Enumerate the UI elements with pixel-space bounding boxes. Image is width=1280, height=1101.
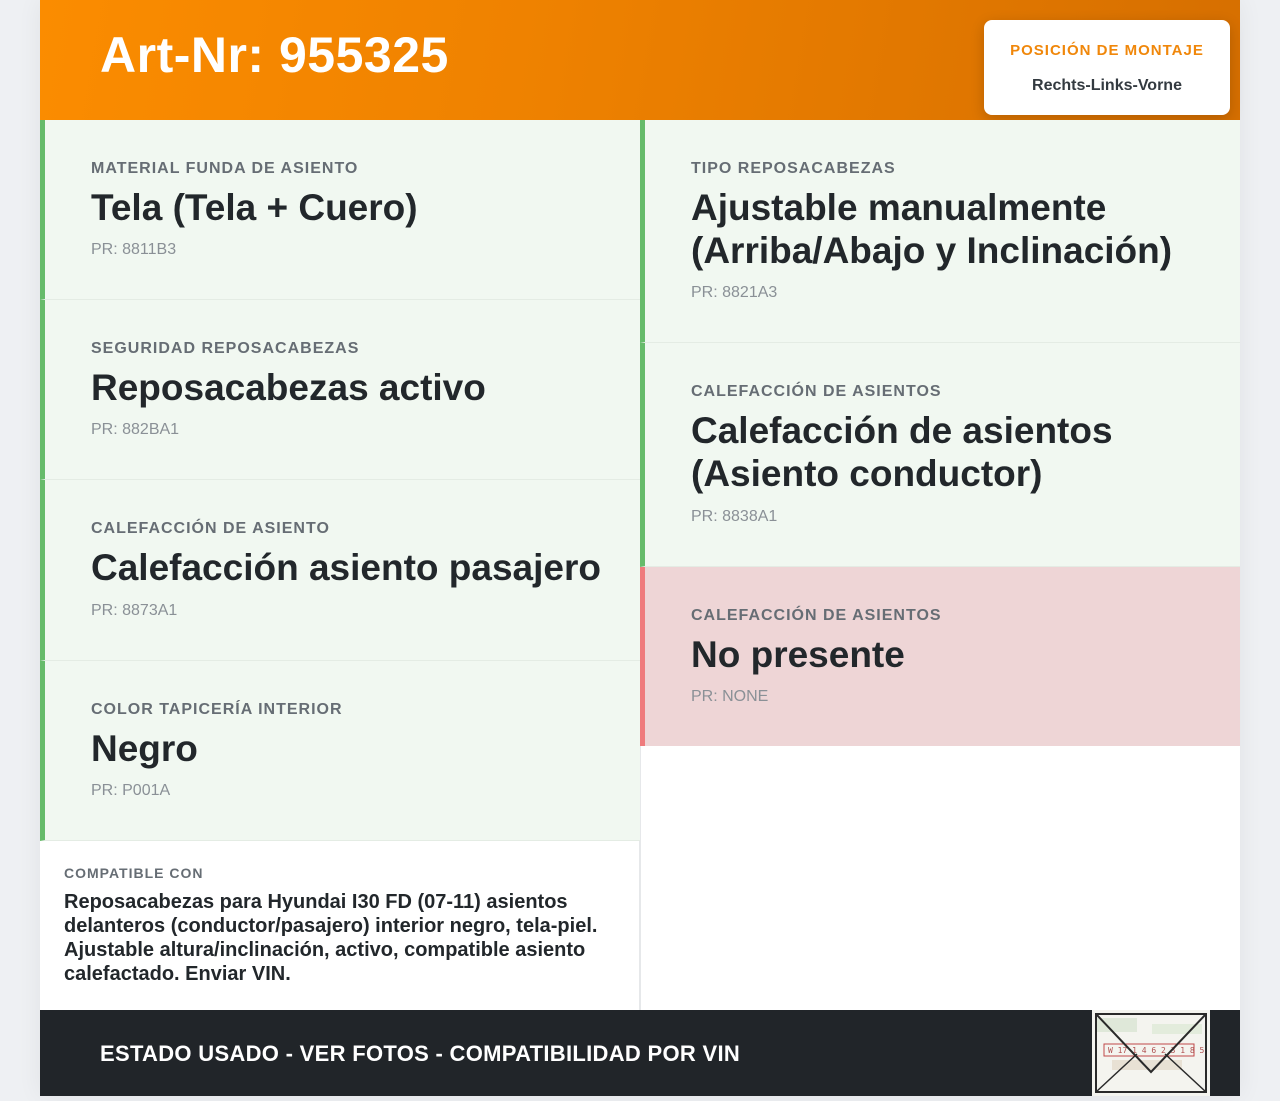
spec-card-seat-heating <box>40 480 640 661</box>
footer-status-text: ESTADO USADO - VER FOTOS - COMPATIBILIDAD POR VIN <box>100 1041 741 1066</box>
vin-label-stamp-image <box>1092 1010 1210 1096</box>
spec-value: Calefacción de asientos (Asiento conductor) <box>691 410 1113 494</box>
spec-value: Negro <box>91 728 198 769</box>
mount-position-value: Rechts-Links-Vorne <box>1032 77 1182 94</box>
compatibility-text: Reposacabezas para Hyundai I30 FD (07-11) asientos delanteros (conductor/pasajero) interior negro, tela-piel. Ajustable altura/inclinación, activo, compatible asiento calefactado. Enviar VIN. <box>64 891 598 985</box>
mount-position-label: POSICIÓN DE MONTAJE <box>1010 42 1204 59</box>
header-bar <box>40 0 1240 120</box>
spec-value: Ajustable manualmente (Arriba/Abajo y Inclinación) <box>691 187 1173 271</box>
spec-card-seat-heating-missing <box>640 567 1240 746</box>
product-sheet <box>40 0 1240 1096</box>
spec-value: Calefacción asiento pasajero <box>91 547 601 588</box>
spec-label: CALEFACCIÓN DE ASIENTOS <box>691 383 942 400</box>
spec-label: CALEFACCIÓN DE ASIENTOS <box>691 607 942 624</box>
spec-card-seat-cover-material <box>40 120 640 300</box>
spec-label: CALEFACCIÓN DE ASIENTO <box>91 520 330 537</box>
spec-pr-code: PR: 8821A3 <box>691 284 778 301</box>
compatibility-section <box>40 841 640 1010</box>
spec-value: Reposacabezas activo <box>91 367 486 408</box>
envelope-stamp-icon <box>1092 1010 1210 1096</box>
spec-value: No presente <box>691 634 905 675</box>
spec-label: SEGURIDAD REPOSACABEZAS <box>91 340 360 357</box>
spec-pr-code: PR: 882BA1 <box>91 421 180 438</box>
footer-bar <box>40 1010 1240 1096</box>
spec-label: MATERIAL FUNDA DE ASIENTO <box>91 160 359 177</box>
spec-pr-code: PR: 8873A1 <box>91 602 178 619</box>
spec-label: COLOR TAPICERÍA INTERIOR <box>91 701 343 718</box>
spec-label: TIPO REPOSACABEZAS <box>691 160 896 177</box>
empty-area <box>640 746 1241 1010</box>
article-number-title: Art-Nr: 955325 <box>100 27 449 83</box>
spec-card-interior-color <box>40 661 640 841</box>
vin-stamp-text: W 17 1 4 6 2 3 1 8 5 <box>1108 1046 1205 1055</box>
spec-card-headrest-safety <box>40 300 640 480</box>
spec-value: Tela (Tela + Cuero) <box>91 187 418 228</box>
spec-pr-code: PR: 8838A1 <box>691 508 778 525</box>
spec-card-seat-heating-driver <box>640 343 1240 567</box>
spec-pr-code: PR: 8811B3 <box>91 241 177 258</box>
mount-position-box <box>984 20 1230 115</box>
spec-pr-code: PR: P001A <box>91 782 171 799</box>
spec-pr-code: PR: NONE <box>691 688 769 705</box>
spec-card-headrest-type <box>640 120 1240 343</box>
compatibility-label: COMPATIBLE CON <box>64 865 204 881</box>
